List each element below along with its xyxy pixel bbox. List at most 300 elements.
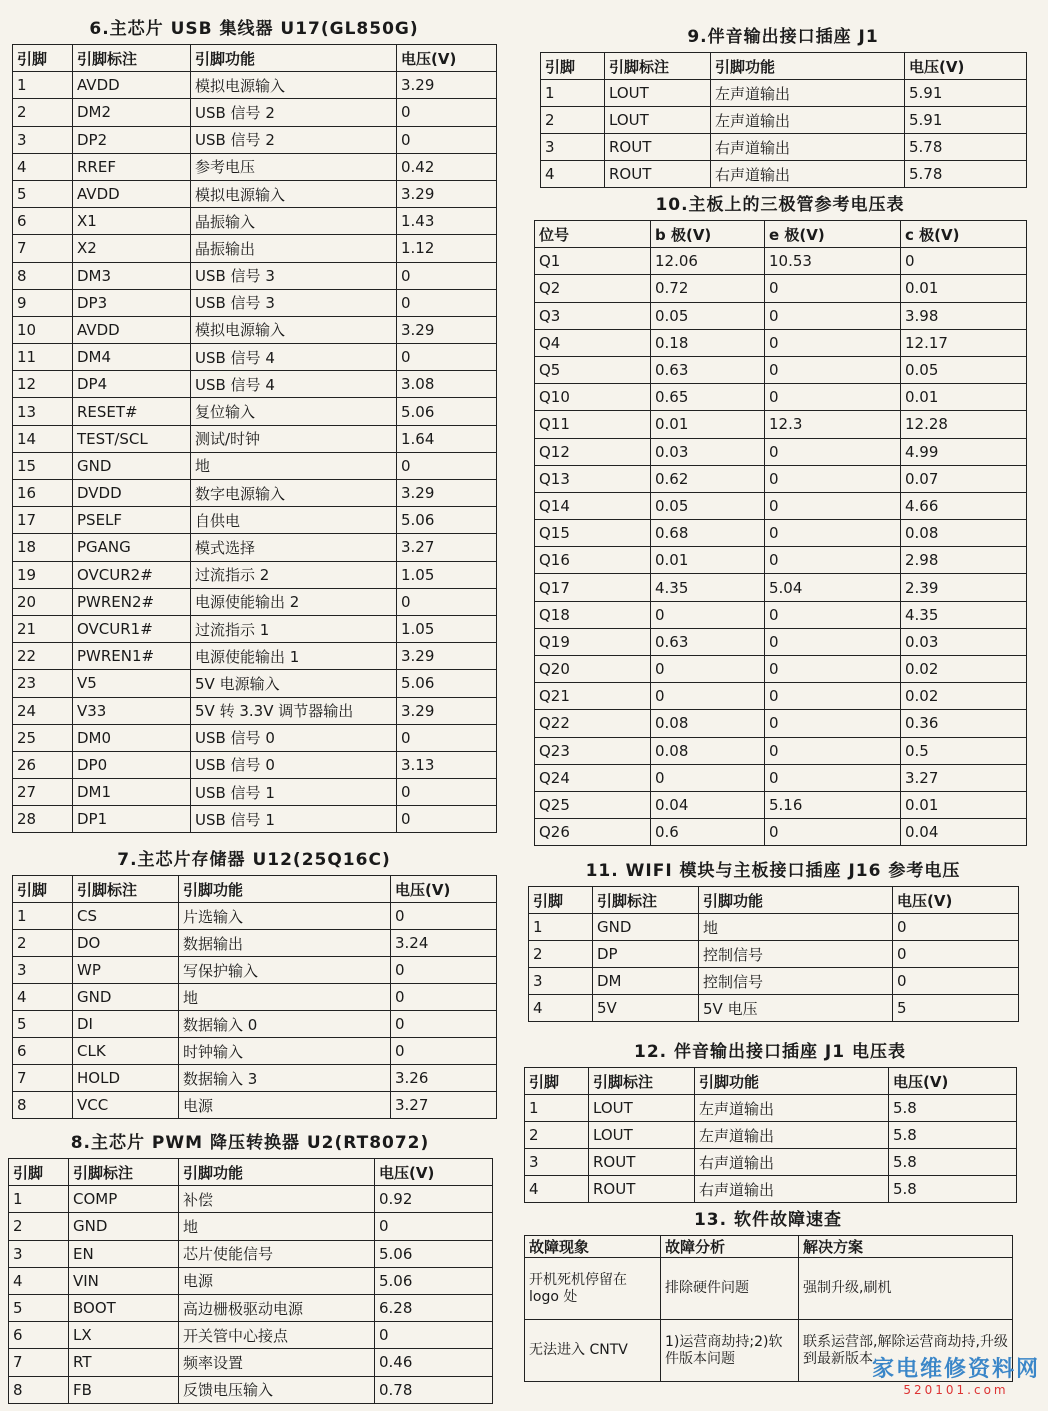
table-cell: Q21 bbox=[535, 683, 651, 710]
table-cell: 0 bbox=[397, 806, 497, 833]
table-cell: 3 bbox=[13, 957, 73, 984]
table-cell: 4 bbox=[9, 1267, 69, 1294]
table-cell: USB 信号 3 bbox=[191, 262, 397, 289]
table-cell: 右声道输出 bbox=[695, 1176, 889, 1203]
table-cell: 模拟电源输入 bbox=[191, 72, 397, 99]
table-row bbox=[13, 588, 497, 615]
table-cell: USB 信号 0 bbox=[191, 724, 397, 751]
table-cell: 2.98 bbox=[901, 547, 1027, 574]
table-cell: 补偿 bbox=[179, 1186, 375, 1213]
table-cell: 0 bbox=[765, 656, 901, 683]
table-cell: Q3 bbox=[535, 302, 651, 329]
table-cell: 地 bbox=[699, 914, 893, 941]
table-cell: 0.18 bbox=[651, 329, 765, 356]
header-row bbox=[525, 1068, 1017, 1095]
column-header: 引脚标注 bbox=[73, 876, 179, 903]
table-row bbox=[535, 710, 1027, 737]
table-cell: 4.99 bbox=[901, 438, 1027, 465]
table-cell: VIN bbox=[69, 1267, 179, 1294]
table-cell: RREF bbox=[73, 153, 191, 180]
table-7 bbox=[12, 875, 497, 1119]
table-row bbox=[525, 1176, 1017, 1203]
table-cell: 2 bbox=[13, 99, 73, 126]
table-cell: 过流指示 2 bbox=[191, 561, 397, 588]
table-cell: TEST/SCL bbox=[73, 425, 191, 452]
table-9 bbox=[540, 52, 1027, 188]
table-7-block bbox=[12, 845, 496, 1119]
table-row bbox=[13, 153, 497, 180]
table-row bbox=[535, 329, 1027, 356]
table-cell: 0.63 bbox=[651, 628, 765, 655]
table-cell: 2 bbox=[13, 930, 73, 957]
table-row bbox=[525, 1258, 1013, 1320]
table-cell: AVDD bbox=[73, 180, 191, 207]
table-row bbox=[541, 134, 1027, 161]
table-row bbox=[9, 1376, 493, 1403]
table-cell: 0.01 bbox=[651, 547, 765, 574]
table-cell: 2 bbox=[541, 107, 605, 134]
table-row bbox=[9, 1213, 493, 1240]
table-cell: 高边栅极驱动电源 bbox=[179, 1294, 375, 1321]
column-header: b 极(V) bbox=[651, 221, 765, 248]
table-cell: 频率设置 bbox=[179, 1349, 375, 1376]
header-row bbox=[541, 53, 1027, 80]
table-cell: Q17 bbox=[535, 574, 651, 601]
table-row bbox=[13, 561, 497, 588]
table-cell: 4 bbox=[13, 153, 73, 180]
table-cell: 1 bbox=[9, 1186, 69, 1213]
table-cell: 7 bbox=[13, 1065, 73, 1092]
table-cell: OVCUR1# bbox=[73, 615, 191, 642]
table-cell: 0 bbox=[765, 683, 901, 710]
table-cell: 1.12 bbox=[397, 235, 497, 262]
table-cell: 5V 电源输入 bbox=[191, 670, 397, 697]
table-cell: DI bbox=[73, 1011, 179, 1038]
table-cell: 0 bbox=[391, 1038, 497, 1065]
table-12-block bbox=[524, 1037, 1016, 1203]
table-cell: 1.43 bbox=[397, 208, 497, 235]
header-row bbox=[9, 1159, 493, 1186]
table-cell: LX bbox=[69, 1322, 179, 1349]
table-cell: 0 bbox=[765, 819, 901, 846]
table-cell: 3.29 bbox=[397, 480, 497, 507]
table-7-title: 7.主芯片存储器 U12(25Q16C) bbox=[117, 850, 391, 870]
table-cell: DM3 bbox=[73, 262, 191, 289]
table-cell: 0.04 bbox=[901, 819, 1027, 846]
column-header: c 极(V) bbox=[901, 221, 1027, 248]
table-row bbox=[9, 1349, 493, 1376]
table-cell: 芯片使能信号 bbox=[179, 1240, 375, 1267]
table-row bbox=[535, 384, 1027, 411]
table-row bbox=[13, 615, 497, 642]
table-cell: CLK bbox=[73, 1038, 179, 1065]
header-row bbox=[535, 221, 1027, 248]
table-cell: 过流指示 1 bbox=[191, 615, 397, 642]
table-row bbox=[9, 1186, 493, 1213]
table-cell: 右声道输出 bbox=[711, 161, 905, 188]
table-cell: AVDD bbox=[73, 72, 191, 99]
table-cell: 0 bbox=[765, 710, 901, 737]
table-cell: 12 bbox=[13, 371, 73, 398]
table-cell: 9 bbox=[13, 289, 73, 316]
table-cell: 5.06 bbox=[375, 1240, 493, 1267]
table-cell: DM0 bbox=[73, 724, 191, 751]
table-row bbox=[529, 995, 1019, 1022]
table-cell: 控制信号 bbox=[699, 968, 893, 995]
table-cell: 13 bbox=[13, 398, 73, 425]
table-cell: 5.8 bbox=[889, 1149, 1017, 1176]
column-header: 电压(V) bbox=[889, 1068, 1017, 1095]
table-cell: Q26 bbox=[535, 819, 651, 846]
table-cell: 晶振输出 bbox=[191, 235, 397, 262]
table-cell: LOUT bbox=[605, 80, 711, 107]
table-cell: 3.08 bbox=[397, 371, 497, 398]
column-header: 引脚功能 bbox=[191, 45, 397, 72]
table-cell: PWREN1# bbox=[73, 643, 191, 670]
table-cell: 0 bbox=[765, 764, 901, 791]
table-cell: USB 信号 3 bbox=[191, 289, 397, 316]
table-row bbox=[13, 724, 497, 751]
table-row bbox=[13, 398, 497, 425]
table-row bbox=[13, 480, 497, 507]
table-cell: 11 bbox=[13, 344, 73, 371]
table-cell: 3.29 bbox=[397, 643, 497, 670]
table-cell: 4 bbox=[541, 161, 605, 188]
table-cell: Q16 bbox=[535, 547, 651, 574]
table-row bbox=[535, 737, 1027, 764]
table-cell: DP1 bbox=[73, 806, 191, 833]
table-cell: 3.24 bbox=[391, 930, 497, 957]
column-header: 引脚功能 bbox=[695, 1068, 889, 1095]
table-row bbox=[541, 107, 1027, 134]
table-row bbox=[13, 1011, 497, 1038]
table-11-block bbox=[528, 856, 1018, 1022]
table-cell: 左声道输出 bbox=[695, 1122, 889, 1149]
table-cell: 5.78 bbox=[905, 161, 1027, 188]
table-cell: 参考电压 bbox=[191, 153, 397, 180]
table-row bbox=[535, 656, 1027, 683]
table-cell: USB 信号 4 bbox=[191, 344, 397, 371]
table-row bbox=[535, 601, 1027, 628]
table-12-title: 12. 伴音输出接口插座 J1 电压表 bbox=[633, 1042, 907, 1062]
table-cell: 5.06 bbox=[375, 1267, 493, 1294]
logo-text: 家电维修资料网 bbox=[871, 1357, 1040, 1382]
table-cell: 1)运营商劫持;2)软件版本问题 bbox=[661, 1320, 799, 1382]
table-row bbox=[9, 1294, 493, 1321]
table-cell: 0 bbox=[651, 683, 765, 710]
table-cell: RESET# bbox=[73, 398, 191, 425]
table-cell: 0 bbox=[397, 344, 497, 371]
table-cell: DM4 bbox=[73, 344, 191, 371]
table-cell: 23 bbox=[13, 670, 73, 697]
table-row bbox=[541, 80, 1027, 107]
table-cell: 2 bbox=[9, 1213, 69, 1240]
table-row bbox=[535, 411, 1027, 438]
column-header: 引脚 bbox=[541, 53, 605, 80]
table-cell: 写保护输入 bbox=[179, 957, 391, 984]
table-cell: 5.16 bbox=[765, 791, 901, 818]
table-cell: 0 bbox=[651, 656, 765, 683]
table-cell: 0 bbox=[765, 737, 901, 764]
table-cell: 4.66 bbox=[901, 492, 1027, 519]
column-header: 引脚 bbox=[529, 887, 593, 914]
table-cell: 3.29 bbox=[397, 316, 497, 343]
table-cell: DP3 bbox=[73, 289, 191, 316]
table-cell: 1 bbox=[541, 80, 605, 107]
table-cell: 5V bbox=[593, 995, 699, 1022]
table-cell: 排除硬件问题 bbox=[661, 1258, 799, 1320]
table-cell: 0 bbox=[893, 914, 1019, 941]
table-cell: ROUT bbox=[605, 134, 711, 161]
table-cell: 2.39 bbox=[901, 574, 1027, 601]
table-cell: 0 bbox=[901, 248, 1027, 275]
table-row bbox=[535, 248, 1027, 275]
table-row bbox=[13, 507, 497, 534]
table-cell: 0.6 bbox=[651, 819, 765, 846]
table-cell: DP bbox=[593, 941, 699, 968]
table-cell: GND bbox=[69, 1213, 179, 1240]
table-cell: ROUT bbox=[589, 1149, 695, 1176]
table-cell: 3.27 bbox=[397, 534, 497, 561]
column-header: 故障分析 bbox=[661, 1236, 799, 1258]
table-cell: 模式选择 bbox=[191, 534, 397, 561]
column-header: 引脚 bbox=[9, 1159, 69, 1186]
table-cell: 0.46 bbox=[375, 1349, 493, 1376]
table-row bbox=[535, 356, 1027, 383]
table-cell: 3 bbox=[13, 126, 73, 153]
table-cell: LOUT bbox=[589, 1122, 695, 1149]
table-row bbox=[13, 984, 497, 1011]
table-row bbox=[13, 208, 497, 235]
table-row bbox=[13, 72, 497, 99]
table-row bbox=[13, 957, 497, 984]
table-cell: Q23 bbox=[535, 737, 651, 764]
table-cell: 无法进入 CNTV bbox=[525, 1320, 661, 1382]
table-cell: 0.5 bbox=[901, 737, 1027, 764]
table-cell: 地 bbox=[179, 984, 391, 1011]
column-header: 引脚标注 bbox=[73, 45, 191, 72]
table-8 bbox=[8, 1158, 493, 1404]
table-cell: DVDD bbox=[73, 480, 191, 507]
table-cell: 0 bbox=[391, 984, 497, 1011]
table-cell: 0.42 bbox=[397, 153, 497, 180]
table-cell: 片选输入 bbox=[179, 903, 391, 930]
table-row bbox=[535, 628, 1027, 655]
table-cell: USB 信号 0 bbox=[191, 751, 397, 778]
table-row bbox=[541, 161, 1027, 188]
table-cell: 复位输入 bbox=[191, 398, 397, 425]
table-cell: USB 信号 1 bbox=[191, 806, 397, 833]
table-cell: 3 bbox=[529, 968, 593, 995]
table-cell: 5.91 bbox=[905, 80, 1027, 107]
column-header: 电压(V) bbox=[893, 887, 1019, 914]
table-cell: 0 bbox=[765, 356, 901, 383]
table-cell: 5.8 bbox=[889, 1176, 1017, 1203]
table-cell: GND bbox=[593, 914, 699, 941]
table-cell: X1 bbox=[73, 208, 191, 235]
table-row bbox=[535, 683, 1027, 710]
table-cell: 0.07 bbox=[901, 465, 1027, 492]
table-cell: 0.78 bbox=[375, 1376, 493, 1403]
table-cell: 电源使能输出 1 bbox=[191, 643, 397, 670]
table-cell: DP0 bbox=[73, 751, 191, 778]
table-cell: Q10 bbox=[535, 384, 651, 411]
table-cell: 4.35 bbox=[651, 574, 765, 601]
table-row bbox=[13, 697, 497, 724]
table-cell: 3.29 bbox=[397, 697, 497, 724]
table-cell: 0 bbox=[765, 384, 901, 411]
table-cell: HOLD bbox=[73, 1065, 179, 1092]
table-row bbox=[13, 806, 497, 833]
table-cell: 0.36 bbox=[901, 710, 1027, 737]
column-header: 电压(V) bbox=[375, 1159, 493, 1186]
table-cell: 0.08 bbox=[651, 710, 765, 737]
column-header: 引脚功能 bbox=[711, 53, 905, 80]
table-cell: WP bbox=[73, 957, 179, 984]
table-cell: 3.98 bbox=[901, 302, 1027, 329]
table-cell: 7 bbox=[13, 235, 73, 262]
table-cell: GND bbox=[73, 984, 179, 1011]
table-cell: 电源 bbox=[179, 1267, 375, 1294]
table-cell: 20 bbox=[13, 588, 73, 615]
header-row bbox=[13, 45, 497, 72]
table-row bbox=[525, 1095, 1017, 1122]
table-cell: 5 bbox=[13, 1011, 73, 1038]
table-cell: 0 bbox=[375, 1213, 493, 1240]
table-cell: 10.53 bbox=[765, 248, 901, 275]
table-cell: Q24 bbox=[535, 764, 651, 791]
table-cell: 0 bbox=[397, 262, 497, 289]
table-cell: 0 bbox=[765, 465, 901, 492]
table-cell: 0.63 bbox=[651, 356, 765, 383]
table-cell: 0.01 bbox=[901, 791, 1027, 818]
table-cell: 5 bbox=[893, 995, 1019, 1022]
table-row bbox=[13, 1092, 497, 1119]
table-cell: 24 bbox=[13, 697, 73, 724]
table-cell: Q25 bbox=[535, 791, 651, 818]
table-row bbox=[535, 465, 1027, 492]
table-cell: 4 bbox=[13, 984, 73, 1011]
table-cell: 0 bbox=[765, 520, 901, 547]
table-cell: 0 bbox=[397, 588, 497, 615]
table-8-block bbox=[8, 1128, 492, 1404]
table-cell: 3.27 bbox=[901, 764, 1027, 791]
table-cell: 0 bbox=[397, 99, 497, 126]
table-cell: 6.28 bbox=[375, 1294, 493, 1321]
table-cell: Q19 bbox=[535, 628, 651, 655]
table-cell: 5 bbox=[9, 1294, 69, 1321]
table-cell: Q5 bbox=[535, 356, 651, 383]
table-cell: 0.04 bbox=[651, 791, 765, 818]
header-row bbox=[13, 876, 497, 903]
table-row bbox=[13, 344, 497, 371]
table-cell: 0.05 bbox=[901, 356, 1027, 383]
table-cell: 4 bbox=[529, 995, 593, 1022]
table-cell: 晶振输入 bbox=[191, 208, 397, 235]
table-cell: DM2 bbox=[73, 99, 191, 126]
table-cell: 5.8 bbox=[889, 1122, 1017, 1149]
table-cell: 左声道输出 bbox=[695, 1095, 889, 1122]
column-header: 引脚 bbox=[13, 876, 73, 903]
table-cell: 地 bbox=[191, 452, 397, 479]
table-cell: 0 bbox=[651, 601, 765, 628]
table-row bbox=[535, 302, 1027, 329]
table-cell: 0.03 bbox=[651, 438, 765, 465]
table-cell: 数据输出 bbox=[179, 930, 391, 957]
table-cell: 10 bbox=[13, 316, 73, 343]
table-cell: 1.05 bbox=[397, 615, 497, 642]
table-row bbox=[13, 371, 497, 398]
table-row bbox=[529, 914, 1019, 941]
table-cell: 5V 转 3.3V 调节器输出 bbox=[191, 697, 397, 724]
table-cell: 0 bbox=[765, 492, 901, 519]
table-row bbox=[535, 819, 1027, 846]
table-row bbox=[9, 1240, 493, 1267]
table-11 bbox=[528, 886, 1019, 1022]
table-cell: 电源使能输出 2 bbox=[191, 588, 397, 615]
table-cell: 4.35 bbox=[901, 601, 1027, 628]
table-cell: 0 bbox=[765, 302, 901, 329]
column-header: 位号 bbox=[535, 221, 651, 248]
column-header: 引脚标注 bbox=[593, 887, 699, 914]
table-cell: Q11 bbox=[535, 411, 651, 438]
table-cell: 0.02 bbox=[901, 683, 1027, 710]
table-cell: 12.28 bbox=[901, 411, 1027, 438]
table-row bbox=[13, 903, 497, 930]
table-cell: 3.26 bbox=[391, 1065, 497, 1092]
table-cell: 5.8 bbox=[889, 1095, 1017, 1122]
table-cell: 12.17 bbox=[901, 329, 1027, 356]
table-cell: 开机死机停留在 logo 处 bbox=[525, 1258, 661, 1320]
table-12 bbox=[524, 1067, 1017, 1203]
table-cell: PWREN2# bbox=[73, 588, 191, 615]
column-header: 引脚功能 bbox=[179, 876, 391, 903]
table-cell: 左声道输出 bbox=[711, 80, 905, 107]
column-header: 解决方案 bbox=[799, 1236, 1013, 1258]
header-row bbox=[529, 887, 1019, 914]
table-cell: 0 bbox=[397, 289, 497, 316]
table-cell: 1 bbox=[13, 72, 73, 99]
table-cell: 28 bbox=[13, 806, 73, 833]
table-cell: 0.62 bbox=[651, 465, 765, 492]
table-cell: FB bbox=[69, 1376, 179, 1403]
table-cell: 1.64 bbox=[397, 425, 497, 452]
table-row bbox=[535, 492, 1027, 519]
table-cell: Q15 bbox=[535, 520, 651, 547]
table-row bbox=[535, 791, 1027, 818]
table-cell: 18 bbox=[13, 534, 73, 561]
table-cell: 3 bbox=[525, 1149, 589, 1176]
table-cell: 0.01 bbox=[901, 275, 1027, 302]
table-cell: 4 bbox=[525, 1176, 589, 1203]
table-cell: ROUT bbox=[589, 1176, 695, 1203]
table-row bbox=[13, 643, 497, 670]
table-cell: 12.3 bbox=[765, 411, 901, 438]
table-cell: 强制升级,刷机 bbox=[799, 1258, 1013, 1320]
table-cell: 1.05 bbox=[397, 561, 497, 588]
table-cell: 0 bbox=[391, 957, 497, 984]
table-row bbox=[9, 1322, 493, 1349]
table-row bbox=[13, 316, 497, 343]
table-cell: 0 bbox=[651, 764, 765, 791]
table-6-block bbox=[12, 14, 496, 833]
table-row bbox=[13, 289, 497, 316]
table-cell: 0 bbox=[397, 779, 497, 806]
table-row bbox=[535, 764, 1027, 791]
table-cell: 0 bbox=[391, 903, 497, 930]
table-cell: 联系运营部,解除运营商劫持,升级到最新版本 bbox=[799, 1320, 1013, 1382]
table-cell: 反馈电压输入 bbox=[179, 1376, 375, 1403]
